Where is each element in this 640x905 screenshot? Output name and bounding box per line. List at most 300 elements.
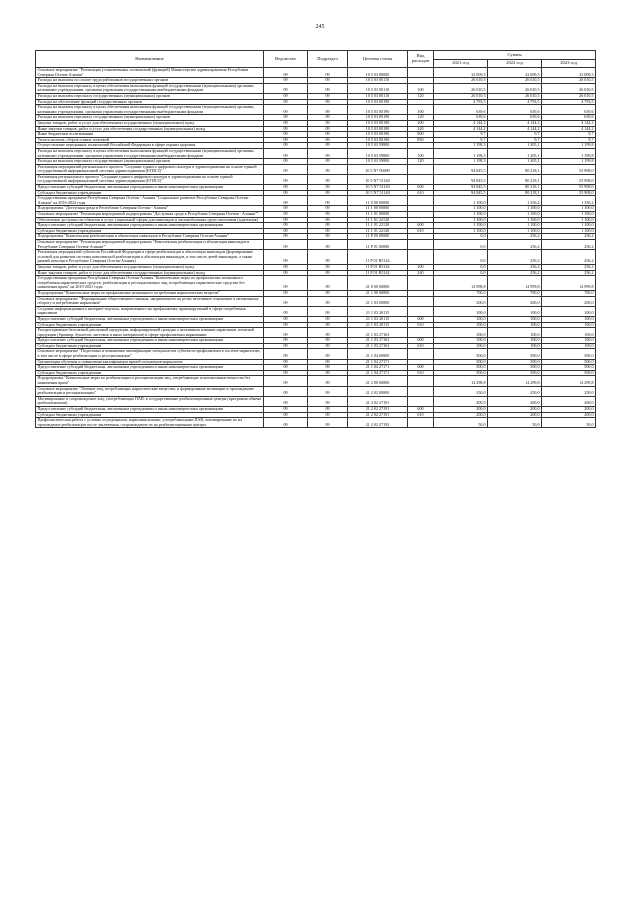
cell-target: 10 5 03 00110 <box>348 78 408 84</box>
cell-expense-type: 200 <box>408 264 434 270</box>
cell-section: 09 <box>308 386 348 396</box>
cell-expense-type <box>408 250 434 265</box>
cell-expense-type <box>408 386 434 396</box>
cell-section: 09 <box>308 143 348 149</box>
cell-2022: 700,0 <box>488 290 542 296</box>
cell-ministry: 09 <box>264 99 308 105</box>
cell-target: 21 1 00 00000 <box>348 290 408 296</box>
table-row <box>36 396 596 406</box>
cell-section: 09 <box>308 120 348 126</box>
cell-2021: 0,0 <box>434 264 488 270</box>
cell-section: 09 <box>308 228 348 234</box>
cell-2021: 26 010,5 <box>434 83 488 93</box>
cell-ministry: 09 <box>264 93 308 99</box>
cell-2021: 1 100,0 <box>434 206 488 212</box>
cell-2023: 1 356,2 <box>542 196 596 206</box>
cell-expense-type <box>408 328 434 338</box>
table-row <box>36 418 596 428</box>
cell-target: 21 2 02 27191 <box>348 412 408 418</box>
cell-2023: 26 010,5 <box>542 93 596 99</box>
cell-section: 09 <box>308 328 348 338</box>
cell-2021: 0,0 <box>434 270 488 276</box>
cell-expense-type <box>408 240 434 250</box>
cell-2021: 100,0 <box>434 338 488 344</box>
cell-2021: 1 198,3 <box>434 143 488 149</box>
cell-section: 09 <box>308 290 348 296</box>
table-row <box>36 174 596 184</box>
cell-2021: 1 100,0 <box>434 217 488 223</box>
cell-name: Расходы на выплаты персоналу в целях обеспечения выполнения функций государственными (муниципальными) органами, казенными учреждениями, органами управления государственными внебюджетными фондами <box>36 105 264 115</box>
cell-2022: 1 100,0 <box>488 223 542 229</box>
cell-section: 09 <box>308 234 348 240</box>
cell-section: 09 <box>308 137 348 143</box>
cell-name: Уплата налогов, сборов и иных платежей <box>36 137 264 143</box>
cell-name: Закупка товаров, работ и услуг для обеспечения государственных (муниципальных) нужд <box>36 120 264 126</box>
cell-2021: 4 144,2 <box>434 120 488 126</box>
cell-2022: 9,7 <box>488 137 542 143</box>
cell-2021: 32 009,3 <box>434 68 488 78</box>
cell-expense-type: 600 <box>408 223 434 229</box>
cell-2023: 1 100,0 <box>542 228 596 234</box>
cell-section: 09 <box>308 126 348 132</box>
cell-2021: 200,0 <box>434 396 488 406</box>
cell-section: 09 <box>308 196 348 206</box>
cell-2023: 639,6 <box>542 105 596 115</box>
cell-section: 09 <box>308 93 348 99</box>
cell-target: 21 1 03 27163 <box>348 343 408 349</box>
cell-target: 10 5 03 00190 <box>348 120 408 126</box>
cell-ministry: 09 <box>264 296 308 306</box>
table-row <box>36 83 596 93</box>
cell-2022: 256,2 <box>488 250 542 265</box>
cell-target: 21 1 03 20115 <box>348 306 408 316</box>
cell-expense-type: 100 <box>408 83 434 93</box>
cell-section: 09 <box>308 164 348 174</box>
cell-name: Мотивирование и сопровождение лиц, употребляющих ПАВ, в государственные реабилитационные центры (программа обмена реабилитантами) <box>36 396 264 406</box>
cell-section: 09 <box>308 148 348 158</box>
cell-2022: 256,2 <box>488 264 542 270</box>
cell-expense-type: 120 <box>408 93 434 99</box>
cell-name: Предоставление субсидий бюджетным, автономным учреждениям и иным некоммерческим организациям <box>36 407 264 413</box>
cell-section: 09 <box>308 223 348 229</box>
cell-name: Подпрограмма "Доступная среда в Республике Северная Осетия - Алания" <box>36 206 264 212</box>
cell-2022: 1 356,2 <box>488 196 542 206</box>
cell-ministry: 09 <box>264 240 308 250</box>
cell-2021: 94 845,5 <box>434 164 488 174</box>
cell-expense-type: 120 <box>408 115 434 121</box>
cell-2021: 9,7 <box>434 137 488 143</box>
cell-2023: 1 100,0 <box>542 206 596 212</box>
cell-target: 10 5 03 59800 <box>348 159 408 165</box>
cell-name: Субсидии бюджетным учреждениям <box>36 343 264 349</box>
cell-2021: 26 010,5 <box>434 78 488 84</box>
cell-name: Расходы на выплаты персоналу в целях обеспечения выполнения функций государственными (муниципальными) органами, казенными учреждениями, органами управления государственными внебюджетными фондами <box>36 148 264 158</box>
cell-section: 09 <box>308 264 348 270</box>
cell-expense-type: 800 <box>408 132 434 138</box>
header-ministry: Ведомство <box>264 51 308 68</box>
cell-section: 09 <box>308 365 348 371</box>
table-row <box>36 250 596 265</box>
cell-expense-type: 610 <box>408 322 434 328</box>
cell-section: 09 <box>308 359 348 365</box>
table-row <box>36 276 596 291</box>
cell-name: Субсидии бюджетным учреждениям <box>36 322 264 328</box>
cell-name: Реализация мероприятий субъектов Российской Федерации в сфере реабилитации и абилитации инвалидов (формирование условий для развития системы комплексной реабилитации и абилитации инвалидов, в том числе детей-инвалидов, а также ранней помощи в Республике Северная Осетия-Алания) <box>36 250 264 265</box>
cell-target: 21 1 03 27163 <box>348 328 408 338</box>
cell-section: 09 <box>308 78 348 84</box>
cell-section: 09 <box>308 376 348 386</box>
cell-2023: 500,0 <box>542 359 596 365</box>
cell-name: Предоставление субсидий бюджетным, автономным учреждениям и иным некоммерческим организациям <box>36 316 264 322</box>
cell-2021: 100,0 <box>434 306 488 316</box>
cell-2023: 32 009,3 <box>542 68 596 78</box>
cell-2021: 639,6 <box>434 115 488 121</box>
cell-section: 09 <box>308 349 348 359</box>
cell-target: 10 5 N7 51140 <box>348 185 408 191</box>
cell-2023: 55 908,0 <box>542 174 596 184</box>
cell-2023: 250,0 <box>542 386 596 396</box>
cell-expense-type: 600 <box>408 316 434 322</box>
cell-section: 09 <box>308 306 348 316</box>
table-row <box>36 376 596 386</box>
cell-ministry: 09 <box>264 105 308 115</box>
cell-ministry: 09 <box>264 343 308 349</box>
cell-2022: 4 793,5 <box>488 99 542 105</box>
cell-2021: 100,0 <box>434 322 488 328</box>
cell-ministry: 09 <box>264 212 308 218</box>
cell-2023: 55 908,0 <box>542 164 596 174</box>
cell-expense-type: 240 <box>408 126 434 132</box>
cell-target: 10 5 03 00190 <box>348 132 408 138</box>
cell-2021: 200,0 <box>434 296 488 306</box>
cell-name: Подпрограмма "Комплексные меры по реабилитации и ресоциализации лиц, потребляющих психоактивные вещества без назначения врача" <box>36 376 264 386</box>
header-expense-type: Вид расходов <box>408 51 434 68</box>
table-row <box>36 105 596 115</box>
cell-2021: 700,0 <box>434 290 488 296</box>
cell-2021: 1 100,0 <box>434 196 488 206</box>
cell-section: 09 <box>308 190 348 196</box>
cell-ministry: 09 <box>264 120 308 126</box>
cell-ministry: 09 <box>264 143 308 149</box>
cell-target: 21 2 02 27192 <box>348 418 408 428</box>
cell-2022: 200,0 <box>488 396 542 406</box>
cell-name: Подпрограмма "Комплексная реабилитация и абилитация инвалидов в Республике Северная Осетия-Алания" <box>36 234 264 240</box>
cell-section: 09 <box>308 296 348 306</box>
cell-ministry: 09 <box>264 359 308 365</box>
cell-target: 11 1 00 00000 <box>348 206 408 212</box>
cell-name: Создание информационного интернет-портала, направленного на профилактику правонарушений в сфере потребления наркотиков <box>36 306 264 316</box>
cell-ministry: 09 <box>264 126 308 132</box>
cell-2021: 26 010,5 <box>434 93 488 99</box>
cell-target: 11 P 01 R5142 <box>348 264 408 270</box>
cell-2021: 1 100,0 <box>434 228 488 234</box>
cell-target: 21 1 03 00000 <box>348 296 408 306</box>
cell-2023: 55 908,0 <box>542 190 596 196</box>
cell-ministry: 09 <box>264 418 308 428</box>
cell-2021: 639,6 <box>434 105 488 115</box>
cell-section: 09 <box>308 99 348 105</box>
cell-target: 21 1 04 00000 <box>348 349 408 359</box>
cell-2021: 4 144,2 <box>434 126 488 132</box>
cell-target: 10 5 N7 51140 <box>348 174 408 184</box>
table-row <box>36 328 596 338</box>
cell-2023: 200,0 <box>542 412 596 418</box>
cell-section: 09 <box>308 396 348 406</box>
cell-2022: 256,2 <box>488 240 542 250</box>
cell-target: 10 5 03 59800 <box>348 148 408 158</box>
cell-section: 09 <box>308 240 348 250</box>
cell-section: 09 <box>308 418 348 428</box>
cell-2022: 100,0 <box>488 316 542 322</box>
cell-ministry: 09 <box>264 115 308 121</box>
cell-section: 09 <box>308 212 348 218</box>
cell-expense-type <box>408 376 434 386</box>
cell-2022: 500,0 <box>488 359 542 365</box>
cell-ministry: 09 <box>264 83 308 93</box>
cell-expense-type <box>408 68 434 78</box>
cell-ministry: 09 <box>264 223 308 229</box>
cell-2022: 14 299,8 <box>488 376 542 386</box>
cell-name: Расходы на обеспечение функций государственных органов <box>36 99 264 105</box>
cell-2022: 80 218,1 <box>488 190 542 196</box>
cell-2022: 100,0 <box>488 322 542 328</box>
cell-2021: 200,0 <box>434 407 488 413</box>
cell-ministry: 09 <box>264 376 308 386</box>
cell-section: 09 <box>308 174 348 184</box>
cell-target: 21 1 03 27163 <box>348 338 408 344</box>
cell-2021: 100,0 <box>434 328 488 338</box>
cell-section: 09 <box>308 370 348 376</box>
cell-expense-type <box>408 174 434 184</box>
cell-2021: 1 198,3 <box>434 148 488 158</box>
cell-target: 21 1 03 20115 <box>348 316 408 322</box>
cell-ministry: 09 <box>264 316 308 322</box>
cell-2022: 639,6 <box>488 105 542 115</box>
cell-2022: 256,2 <box>488 234 542 240</box>
cell-2022: 1 205,1 <box>488 148 542 158</box>
cell-2023: 1 199,8 <box>542 159 596 165</box>
cell-name: Распространение бесплатной рекламной продукции, информирующей граждан о негативном влиянии наркотиков, печатной продукции (брошюр, буклетов, листовок и иных материалов) в сфере профилактики наркомании <box>36 328 264 338</box>
cell-target: 21 2 02 00000 <box>348 386 408 396</box>
cell-target: 10 5 03 00190 <box>348 99 408 105</box>
cell-name: Иные закупки товаров, работ и услуг для обеспечения государственных (муниципальных) нужд <box>36 270 264 276</box>
cell-expense-type <box>408 396 434 406</box>
header-target: Целевая статья <box>348 51 408 68</box>
cell-2021: 94 845,5 <box>434 174 488 184</box>
cell-section: 09 <box>308 217 348 223</box>
cell-name: Основное мероприятие "Реализация установленных полномочий (функций) Министерства здравоохранения Республики Северная Осетия-Алания" <box>36 68 264 78</box>
cell-2023: 500,0 <box>542 370 596 376</box>
cell-name: Профилактическая работа с условно осужденными, наркозависимыми, употребляющими ПАВ, мотивирование их на прохождение реабилитации после заключения, сопровождение их на реабилитационные центры <box>36 418 264 428</box>
cell-2022: 80 218,1 <box>488 174 542 184</box>
cell-target: 10 5 03 00110 <box>348 93 408 99</box>
cell-section: 09 <box>308 115 348 121</box>
cell-expense-type: 100 <box>408 148 434 158</box>
cell-name: Субсидии бюджетным учреждениям <box>36 370 264 376</box>
cell-ministry: 09 <box>264 396 308 406</box>
cell-ministry: 09 <box>264 370 308 376</box>
cell-ministry: 09 <box>264 78 308 84</box>
cell-ministry: 09 <box>264 306 308 316</box>
cell-2022: 200,0 <box>488 412 542 418</box>
cell-2022: 4 144,2 <box>488 126 542 132</box>
cell-2021: 0,0 <box>434 234 488 240</box>
cell-2023: 256,2 <box>542 250 596 265</box>
cell-ministry: 09 <box>264 132 308 138</box>
cell-ministry: 09 <box>264 250 308 265</box>
cell-expense-type: 600 <box>408 365 434 371</box>
table-row <box>36 240 596 250</box>
cell-2023: 50,0 <box>542 418 596 428</box>
cell-2023: 100,0 <box>542 316 596 322</box>
cell-name: Субсидии бюджетным учреждениям <box>36 228 264 234</box>
cell-ministry: 09 <box>264 148 308 158</box>
cell-section: 09 <box>308 159 348 165</box>
cell-expense-type: 100 <box>408 105 434 115</box>
cell-section: 09 <box>308 343 348 349</box>
cell-target: 21 2 02 27191 <box>348 396 408 406</box>
cell-2022: 14 999,8 <box>488 276 542 291</box>
table-row <box>36 306 596 316</box>
cell-ministry: 09 <box>264 412 308 418</box>
cell-2023: 14 999,8 <box>542 276 596 291</box>
cell-name: Государственная программа Республики Северная Осетия - Алания "Социальное развитие Республики Северная Осетия - Алания" на 2016-2024 годы <box>36 196 264 206</box>
page-number: 245 <box>315 24 325 30</box>
cell-name: Подпрограмма "Комплексные меры по профилактике незаконного потребления наркотических веществ" <box>36 290 264 296</box>
cell-name: Предоставление субсидий бюджетным, автономным учреждениям и иным некоммерческим организациям <box>36 365 264 371</box>
cell-name: Основное мероприятие "Реализация мероприятий подпрограммы "Комплексная реабилитация и абилитация инвалидов в Республике Северная Осетия-Алания"" <box>36 240 264 250</box>
cell-2021: 100,0 <box>434 316 488 322</box>
cell-expense-type: 600 <box>408 407 434 413</box>
cell-ministry: 09 <box>264 68 308 78</box>
cell-2023: 500,0 <box>542 349 596 359</box>
cell-2023: 1 100,0 <box>542 223 596 229</box>
cell-name: Основное мероприятие "Подготовка и повышение квалификации специалистов субъектов профилактики в системе наркологии, в том числе в сфере реабилитации и ресоциализации" <box>36 349 264 359</box>
cell-2022: 100,0 <box>488 343 542 349</box>
cell-ministry: 09 <box>264 290 308 296</box>
cell-expense-type: 610 <box>408 343 434 349</box>
cell-2023: 4 144,2 <box>542 126 596 132</box>
cell-name: Государственная программа Республики Северная Осетия-Алания "Комплексные меры по профилактике незаконного потребления наркотических средств, реабилитации и ресоциализации лиц, потребляющих наркотические средства без назначения врача" на 2019-2021 годы <box>36 276 264 291</box>
cell-2023: 256,2 <box>542 240 596 250</box>
cell-2023: 1 100,0 <box>542 212 596 218</box>
cell-ministry: 09 <box>264 365 308 371</box>
cell-2021: 250,0 <box>434 386 488 396</box>
cell-ministry: 09 <box>264 228 308 234</box>
cell-2021: 500,0 <box>434 370 488 376</box>
cell-2021: 1 100,0 <box>434 212 488 218</box>
table-row <box>36 164 596 174</box>
cell-expense-type: 200 <box>408 120 434 126</box>
cell-2023: 256,2 <box>542 234 596 240</box>
cell-name: Расходы на выплаты персоналу государственных (муниципальных) органов <box>36 115 264 121</box>
cell-2022: 1 100,0 <box>488 206 542 212</box>
cell-name: Расходы на выплаты персоналу государственных (муниципальных) органов <box>36 159 264 165</box>
cell-name: Реализация мероприятий регионального проекта "Создание единого цифрового контура в здравоохранении на основе единой государственной информационной системы здравоохранения (ЕГИСЗ)" <box>36 164 264 174</box>
cell-2022: 1 205,1 <box>488 159 542 165</box>
cell-section: 09 <box>308 276 348 291</box>
cell-2022: 100,0 <box>488 328 542 338</box>
cell-2022: 100,0 <box>488 306 542 316</box>
cell-2022: 1 100,0 <box>488 212 542 218</box>
cell-2022: 9,7 <box>488 132 542 138</box>
cell-2022: 26 010,5 <box>488 78 542 84</box>
cell-expense-type: 610 <box>408 228 434 234</box>
cell-target: 10 5 N7 00000 <box>348 164 408 174</box>
cell-section: 09 <box>308 206 348 212</box>
cell-ministry: 09 <box>264 270 308 276</box>
cell-ministry: 09 <box>264 328 308 338</box>
cell-target: 11 1 01 22120 <box>348 217 408 223</box>
cell-2023: 9,7 <box>542 137 596 143</box>
cell-2022: 500,0 <box>488 349 542 359</box>
cell-expense-type: 850 <box>408 137 434 143</box>
table-row <box>36 68 596 78</box>
cell-name: Субсидии бюджетным учреждениям <box>36 190 264 196</box>
cell-section: 09 <box>308 132 348 138</box>
cell-2022: 26 010,5 <box>488 83 542 93</box>
cell-2021: 14 298,8 <box>434 376 488 386</box>
cell-2023: 26 010,5 <box>542 78 596 84</box>
header-2022: 2022 год <box>488 60 542 68</box>
cell-2022: 4 144,2 <box>488 120 542 126</box>
header-sums: Суммы <box>434 51 596 60</box>
table-body <box>36 68 596 428</box>
cell-expense-type: 240 <box>408 270 434 276</box>
cell-name: Основное мероприятие "Реализация мероприятий подпрограммы "Доступная среда в Республике Северная Осетия - Алания"" <box>36 212 264 218</box>
cell-2021: 94 845,5 <box>434 185 488 191</box>
cell-ministry: 09 <box>264 386 308 396</box>
cell-ministry: 09 <box>264 196 308 206</box>
cell-ministry: 09 <box>264 164 308 174</box>
cell-2023: 100,0 <box>542 343 596 349</box>
cell-2023: 200,0 <box>542 407 596 413</box>
budget-table <box>35 50 596 428</box>
cell-name: Субсидии бюджетным учреждениям <box>36 412 264 418</box>
cell-2023: 700,0 <box>542 290 596 296</box>
cell-expense-type <box>408 418 434 428</box>
cell-2023: 639,6 <box>542 115 596 121</box>
cell-2022: 500,0 <box>488 365 542 371</box>
cell-2023: 200,0 <box>542 396 596 406</box>
cell-2023: 200,0 <box>542 296 596 306</box>
cell-name: Закупка товаров, работ и услуг для обеспечения государственных (муниципальных) нужд <box>36 264 264 270</box>
cell-2023: 1 199,8 <box>542 143 596 149</box>
cell-ministry: 09 <box>264 349 308 359</box>
cell-name: Предоставление субсидий бюджетным, автономным учреждениям и иным некоммерческим организациям <box>36 223 264 229</box>
cell-2022: 1 205,1 <box>488 143 542 149</box>
cell-target: 11 1 01 22120 <box>348 228 408 234</box>
cell-target: 10 5 03 00110 <box>348 83 408 93</box>
cell-name: Организация обучения и повышения квалификации врачей психиатров-наркологов <box>36 359 264 365</box>
cell-2021: 200,0 <box>434 412 488 418</box>
cell-2023: 256,2 <box>542 264 596 270</box>
cell-2023: 1 199,8 <box>542 148 596 158</box>
cell-2022: 200,0 <box>488 296 542 306</box>
cell-2023: 55 908,0 <box>542 185 596 191</box>
cell-2023: 500,0 <box>542 365 596 371</box>
cell-target: 21 1 04 27171 <box>348 359 408 365</box>
header-2021: 2021 год <box>434 60 488 68</box>
cell-2022: 200,0 <box>488 407 542 413</box>
cell-2021: 0,0 <box>434 250 488 265</box>
cell-ministry: 09 <box>264 264 308 270</box>
cell-2022: 100,0 <box>488 338 542 344</box>
cell-2021: 500,0 <box>434 359 488 365</box>
cell-target: 21 2 00 00000 <box>348 376 408 386</box>
cell-expense-type <box>408 349 434 359</box>
cell-2022: 50,0 <box>488 418 542 428</box>
